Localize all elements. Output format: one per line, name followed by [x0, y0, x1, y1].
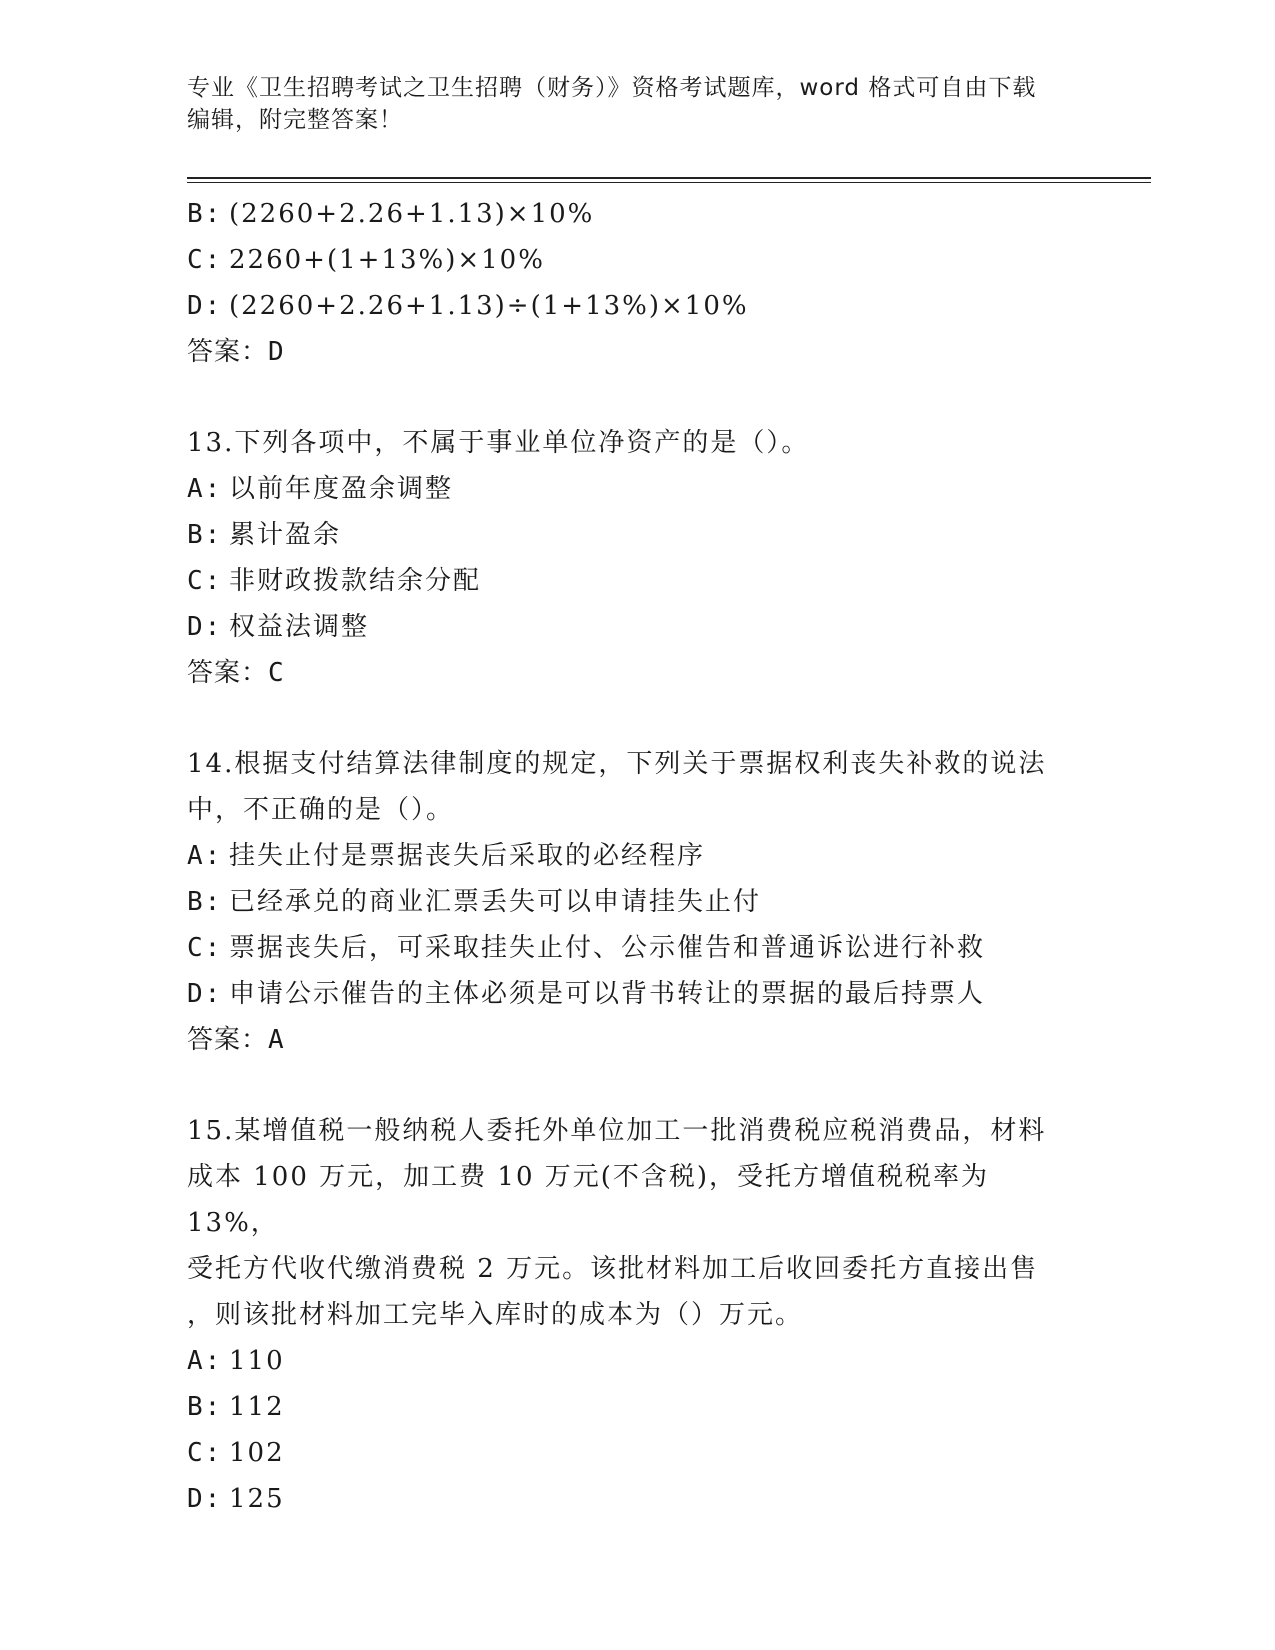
- option-text: 申请公示催告的主体必须是可以背书转让的票据的最后持票人: [229, 979, 986, 1009]
- option-text: 以前年度盈余调整: [229, 474, 454, 504]
- option-text: 2260+(1+13%)×10%: [229, 245, 545, 275]
- option-prefix: B:: [187, 887, 223, 917]
- option-prefix: A:: [187, 841, 223, 871]
- option-text: 票据丧失后，可采取挂失止付、公示催告和普通诉讼进行补救: [229, 933, 986, 963]
- spacer: [187, 375, 1097, 420]
- option-prefix: B:: [187, 520, 223, 550]
- option-c: [187, 925, 1097, 971]
- prev-question-block: [187, 191, 1097, 375]
- answer-value: D: [268, 337, 285, 367]
- option-prefix: C:: [187, 933, 223, 963]
- option-text: 累计盈余: [229, 520, 342, 550]
- stem-line: 14.根据支付结算法律制度的规定，下列关于票据权利丧失补救的说法: [187, 749, 1047, 779]
- option-prefix: C:: [187, 566, 223, 596]
- option-a: [187, 466, 1097, 512]
- answer-line: [187, 1017, 1097, 1063]
- answer-label: 答案：: [187, 337, 269, 367]
- question-stem: [187, 1108, 1077, 1338]
- header-divider-thin: [187, 182, 1151, 183]
- option-b: [187, 191, 1097, 237]
- question-stem: [187, 741, 1077, 833]
- question-stem: [187, 420, 1077, 466]
- option-prefix: B:: [187, 199, 223, 229]
- option-d: [187, 971, 1097, 1017]
- option-d: [187, 283, 1097, 329]
- option-prefix: D:: [187, 291, 223, 321]
- option-prefix: A:: [187, 474, 223, 504]
- option-c: [187, 558, 1097, 604]
- option-prefix: B:: [187, 1392, 223, 1422]
- option-text: 125: [229, 1484, 285, 1514]
- question-14: [187, 741, 1097, 1063]
- header-line-2: 编辑，附完整答案！: [187, 107, 403, 133]
- option-prefix: C:: [187, 1438, 223, 1468]
- option-text: 112: [229, 1392, 285, 1422]
- option-b: [187, 512, 1097, 558]
- header-line-1: 专业《卫生招聘考试之卫生招聘（财务）》资格考试题库，word 格式可自由下载: [187, 75, 1037, 101]
- option-text: (2260+2.26+1.13)×10%: [229, 199, 595, 229]
- spacer: [187, 696, 1097, 741]
- stem-line: 成本 100 万元，加工费 10 万元(不含税)，受托方增值税税率为 13%，: [187, 1162, 990, 1238]
- stem-line: 15.某增值税一般纳税人委托外单位加工一批消费税应税消费品，材料: [187, 1116, 1047, 1146]
- option-d: [187, 604, 1097, 650]
- spacer: [187, 1063, 1097, 1108]
- option-prefix: D:: [187, 612, 223, 642]
- option-text: 已经承兑的商业汇票丢失可以申请挂失止付: [229, 887, 762, 917]
- answer-value: C: [268, 658, 285, 688]
- option-prefix: C:: [187, 245, 223, 275]
- option-b: [187, 879, 1097, 925]
- option-text: (2260+2.26+1.13)÷(1+13%)×10%: [229, 291, 749, 321]
- question-15: [187, 1108, 1097, 1522]
- document-header: [187, 72, 1087, 136]
- option-d: [187, 1476, 1097, 1522]
- stem-line: 13.下列各项中，不属于事业单位净资产的是（）。: [187, 428, 810, 458]
- answer-label: 答案：: [187, 658, 269, 688]
- answer-label: 答案：: [187, 1025, 269, 1055]
- option-prefix: D:: [187, 1484, 223, 1514]
- option-text: 挂失止付是票据丧失后采取的必经程序: [229, 841, 706, 871]
- option-text: 110: [229, 1346, 285, 1376]
- option-b: [187, 1384, 1097, 1430]
- stem-line: ，则该批材料加工完毕入库时的成本为（）万元。: [187, 1300, 804, 1330]
- question-13: [187, 420, 1097, 696]
- option-text: 非财政拨款结余分配: [229, 566, 482, 596]
- option-a: [187, 1338, 1097, 1384]
- option-prefix: A:: [187, 1346, 223, 1376]
- answer-line: [187, 650, 1097, 696]
- answer-value: A: [268, 1025, 285, 1055]
- header-divider-thick: [187, 177, 1151, 179]
- stem-line: 中，不正确的是（）。: [187, 795, 455, 825]
- stem-line: 受托方代收代缴消费税 2 万元。该批材料加工后收回委托方直接出售: [187, 1254, 1039, 1284]
- answer-line: [187, 329, 1097, 375]
- option-a: [187, 833, 1097, 879]
- option-text: 权益法调整: [229, 612, 370, 642]
- option-text: 102: [229, 1438, 285, 1468]
- option-prefix: D:: [187, 979, 223, 1009]
- option-c: [187, 237, 1097, 283]
- option-c: [187, 1430, 1097, 1476]
- question-list: [187, 191, 1097, 1522]
